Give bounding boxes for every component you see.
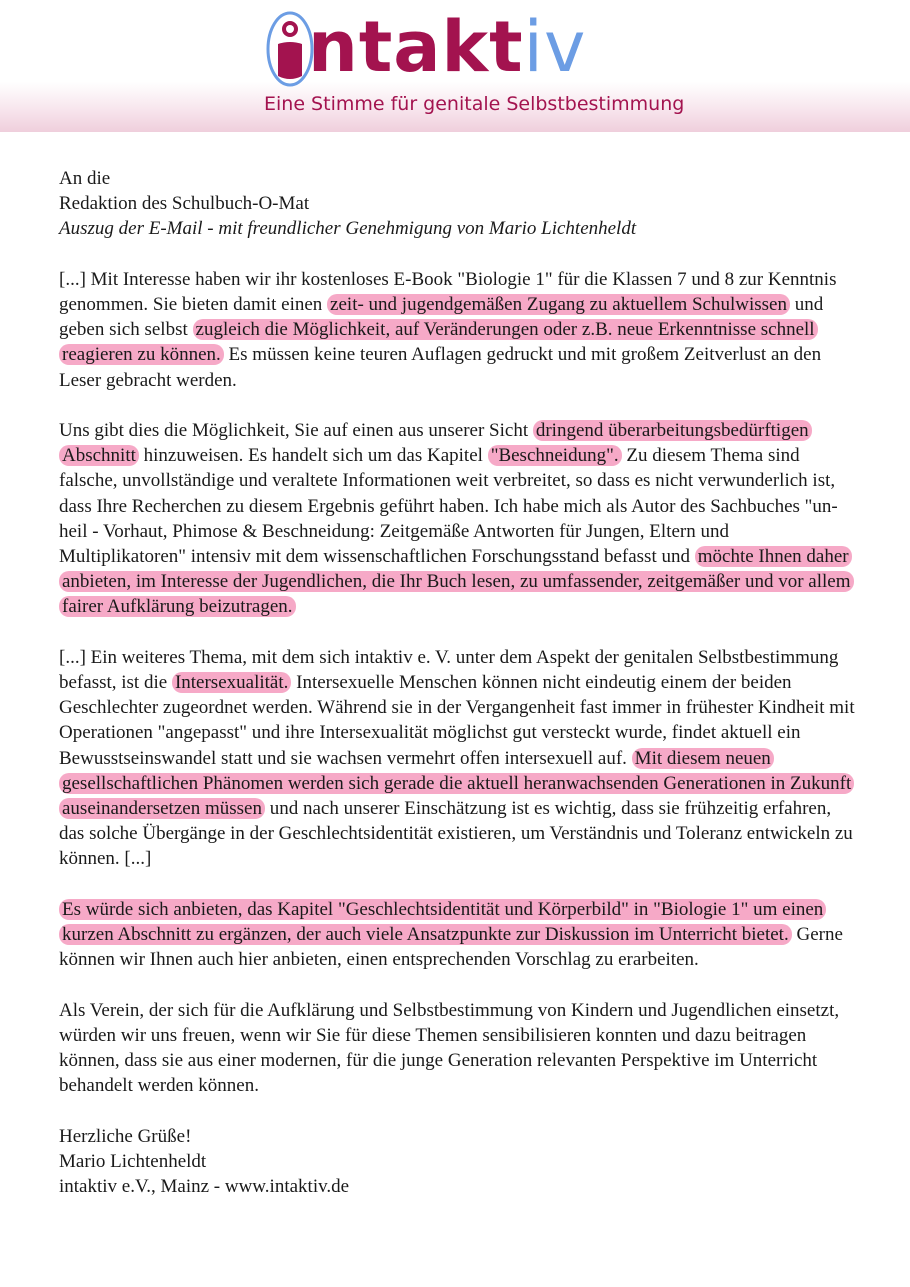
highlighted-text: Intersexualität. [172,672,291,693]
address-block [59,166,859,242]
text-run: und nach unserer Einschätzung ist es wichtig, dass sie frühzeitig erfahren, das solche Übergänge in der Geschlechtsidentität existieren, um Verständnis und Toleranz entwickeln zu können. [...] [59,798,853,870]
logo-i-figure-icon [264,10,314,88]
highlighted-text: möchte Ihnen daher anbieten, im Interesse der Jugendlichen, die Ihr Buch lesen, zu umfassender, zeitgemäßer und vor allem fairer Aufklärung beizutragen. [59,546,854,617]
paragraph-ebook [59,267,859,393]
tagline: Eine Stimme für genitale Selbstbestimmung [264,93,685,115]
paragraph-intersexualitaet [59,645,859,872]
excerpt-note: Auszug der E-Mail - mit freundlicher Genehmigung von Mario Lichtenheldt [59,218,637,240]
address-line: An die [59,168,111,189]
logo-wordmark [308,2,586,92]
paragraph-vorschlag [59,897,859,973]
text-run: Als Verein, der sich für die Aufklärung und Selbstbestimmung von Kindern und Jugendlichen einsetzt, würden wir uns freuen, wenn wir Sie für diese Themen sensibilisieren konnten und dazu beitragen können, dass sie aus einer modernen, für die junge Generation relevanten Perspektive im Unterricht behandelt werden können. [59,999,840,1097]
address-line: Redaktion des Schulbuch-O-Mat [59,193,310,215]
text-run: hinzuweisen. Es handelt sich um das Kapitel [138,445,488,467]
highlighted-text: Es würde sich anbieten, das Kapitel "Geschlechtsidentität und Körperbild" in "Biologie 1" um einen kurzen Abschnitt zu ergänzen, der auch viele Ansatzpunkte zur Diskussion im Unterricht bietet. [59,899,826,945]
highlighted-text: zugleich die Möglichkeit, auf Veränderungen oder z.B. neue Erkenntnisse schnell reagieren zu können. [59,319,818,365]
text-run: und geben sich selbst [59,294,824,341]
paragraph-verein [59,998,859,1099]
greeting: Herzliche Grüße! [59,1125,192,1147]
text-run: Uns gibt dies die Möglichkeit, Sie auf einen aus unserer Sicht [59,420,533,441]
logo-wordmark-tail: iv [523,6,587,88]
letter-body [59,166,859,1224]
signature-name: Mario Lichtenheldt [59,1150,207,1172]
logo-wordmark-mid: ntakt [308,6,524,88]
text-run: Es müssen keine teuren Auflagen gedruckt und mit großem Zeitverlust an den Leser gebracht werden. [59,344,822,391]
highlighted-text: Mit diesem neuen gesellschaftlichen Phänomen werden sich gerade die aktuell heranwachsenden Generationen in Zukunft auseinandersetzen müssen [59,748,854,819]
text-run: Zu diesem Thema sind falsche, unvollständige und veraltete Informationen weit verbreitet, so dass es nicht verwunderlich ist, dass Ihre Recherchen zu diesem Ergebnis geführt haben. Ich habe mich als Autor des Sachbuches "un-heil - Vorhaut, Phimose & Beschneidung: Zeitgemäße Antworten für Jungen, Eltern und Multiplikatoren" intensiv mit dem wissenschaftlichen Forschungsstand befasst und [59,445,838,568]
highlighted-text: zeit- und jugendgemäßen Zugang zu aktuellem Schulwissen [327,294,790,315]
text-run: Intersexuelle Menschen können nicht eindeutig einem der beiden Geschlechter zugeordnet werden. Während sie in der Vergangenheit fast immer in frühester Kindheit mit Operationen "angepasst" und ihre Intersexualität möglichst gut versteckt wurde, findet aktuell ein Bewusstseinswandel statt und sie wachsen vermehrt offen intersexuell auf. [59,672,855,769]
highlighted-text: "Beschneidung". [488,445,622,466]
intaktiv-logo [264,6,624,88]
text-run: [...] Ein weiteres Thema, mit dem sich intaktiv e. V. unter dem Aspekt der genitalen Selbstbestimmung befasst, ist die [59,646,839,694]
paragraph-beschneidung [59,418,859,620]
text-run: [...] Mit Interesse haben wir ihr kostenloses E-Book "Biologie 1" für die Klassen 7 und 8 zur Kenntnis genommen. Sie bieten damit einen [59,268,837,315]
closing-block [59,1124,859,1200]
text-run: Gerne können wir Ihnen auch hier anbieten, einen entsprechenden Vorschlag zu erarbeiten. [59,924,843,971]
highlighted-text: dringend überarbeitungsbedürftigen Abschnitt [59,420,812,466]
signature-org: intaktiv e.V., Mainz - www.intaktiv.de [59,1176,350,1198]
